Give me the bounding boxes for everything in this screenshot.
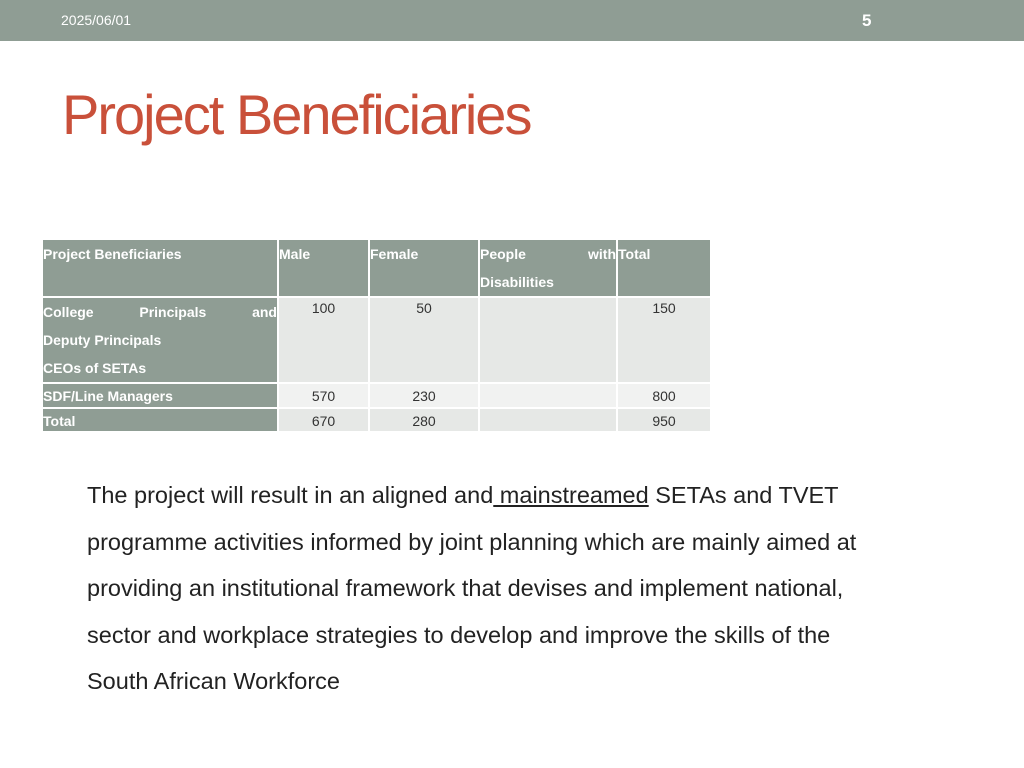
cell-male: 670 — [278, 408, 369, 432]
row-label-line1 — [43, 298, 277, 326]
row-label-total: Total — [42, 408, 278, 432]
paragraph-text-start: The project will result in an aligned and — [87, 482, 494, 508]
row-label-word: College — [43, 304, 94, 320]
disabilities-header-line1 — [480, 240, 616, 268]
col-header-disabilities — [479, 239, 617, 297]
beneficiaries-table — [41, 238, 712, 433]
table-row — [42, 297, 711, 383]
disabilities-header-word-with: with — [588, 246, 616, 262]
row-label-sdf: SDF/Line Managers — [42, 383, 278, 408]
cell-total: 150 — [617, 297, 711, 383]
summary-paragraph — [87, 472, 887, 705]
slide-number: 5 — [862, 11, 872, 30]
page-title: Project Beneficiaries — [62, 83, 531, 146]
cell-male: 570 — [278, 383, 369, 408]
disabilities-header-line2: Disabilities — [480, 274, 554, 290]
col-header-project-beneficiaries: Project Beneficiaries — [42, 239, 278, 297]
slide-header-bar — [0, 0, 1024, 41]
table-header-row — [42, 239, 711, 297]
slide-date: 2025/06/01 — [61, 12, 132, 28]
cell-disabilities — [479, 297, 617, 383]
table-row — [42, 408, 711, 432]
cell-total: 950 — [617, 408, 711, 432]
cell-disabilities — [479, 383, 617, 408]
col-header-male: Male — [278, 239, 369, 297]
cell-disabilities — [479, 408, 617, 432]
table-row — [42, 383, 711, 408]
cell-female: 280 — [369, 408, 479, 432]
row-label-line2: Deputy Principals — [43, 332, 162, 348]
cell-female: 50 — [369, 297, 479, 383]
paragraph-underlined-word: mainstreamed — [493, 482, 649, 508]
col-header-female: Female — [369, 239, 479, 297]
row-label-principals — [42, 297, 278, 383]
row-label-word: Principals — [139, 304, 207, 320]
cell-total: 800 — [617, 383, 711, 408]
cell-female: 230 — [369, 383, 479, 408]
row-label-line3: CEOs of SETAs — [43, 360, 147, 376]
paragraph-text-end: SETAs and TVET programme activities informed by joint planning which are mainly aimed at providing an institutional framework that devises and implement national, sector and workplace strategies to develop and improve the skills of the South African Workforce — [87, 482, 857, 694]
row-label-word: and — [252, 304, 277, 320]
col-header-total: Total — [617, 239, 711, 297]
disabilities-header-word-people: People — [480, 246, 526, 262]
cell-male: 100 — [278, 297, 369, 383]
